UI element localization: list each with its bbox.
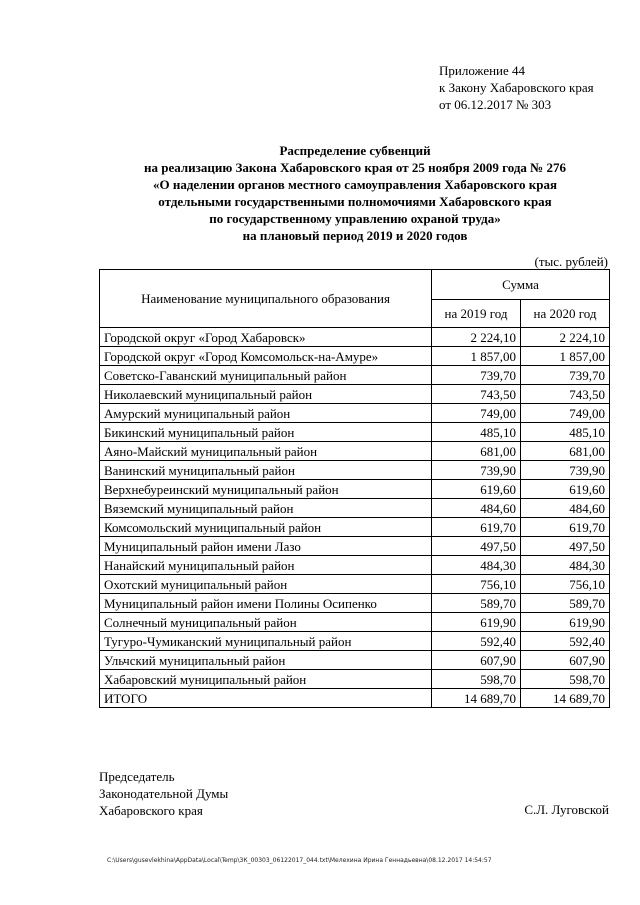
table-row	[100, 347, 610, 366]
total-label: ИТОГО	[100, 689, 432, 708]
name-column-header: Наименование муниципального образования	[100, 270, 432, 328]
signature-line-3: Хабаровского края	[99, 803, 203, 818]
table-row	[100, 423, 610, 442]
amount-2019: 485,10	[432, 423, 521, 442]
amount-2020: 2 224,10	[521, 328, 610, 347]
amount-2019: 592,40	[432, 632, 521, 651]
document-title	[100, 142, 610, 244]
table-row	[100, 404, 610, 423]
appendix-line-1: Приложение 44	[439, 63, 526, 78]
table-row	[100, 480, 610, 499]
table-row	[100, 537, 610, 556]
signature-line-1: Председатель	[99, 769, 175, 784]
appendix-block	[439, 62, 594, 113]
municipality-name: Охотский муниципальный район	[100, 575, 432, 594]
total-2019: 14 689,70	[432, 689, 521, 708]
signature-line-2: Законодательной Думы	[99, 786, 229, 801]
amount-2019: 739,70	[432, 366, 521, 385]
table-row	[100, 366, 610, 385]
year-2020-header: на 2020 год	[521, 300, 610, 328]
title-line: «О наделении органов местного самоуправления Хабаровского края	[153, 177, 557, 192]
municipality-name: Муниципальный район имени Лазо	[100, 537, 432, 556]
amount-2020: 681,00	[521, 442, 610, 461]
municipality-name: Городской округ «Город Хабаровск»	[100, 328, 432, 347]
title-line: Распределение субвенций	[279, 143, 431, 158]
amount-2020: 739,70	[521, 366, 610, 385]
amount-2019: 619,70	[432, 518, 521, 537]
municipality-name: Ванинский муниципальный район	[100, 461, 432, 480]
total-row	[100, 689, 610, 708]
municipality-name: Амурский муниципальный район	[100, 404, 432, 423]
amount-2019: 607,90	[432, 651, 521, 670]
table-row	[100, 594, 610, 613]
total-2020: 14 689,70	[521, 689, 610, 708]
amount-2020: 484,60	[521, 499, 610, 518]
amount-2020: 619,90	[521, 613, 610, 632]
municipality-name: Вяземский муниципальный район	[100, 499, 432, 518]
table-row	[100, 461, 610, 480]
amount-2020: 497,50	[521, 537, 610, 556]
amount-2019: 743,50	[432, 385, 521, 404]
amount-2019: 739,90	[432, 461, 521, 480]
amount-2020: 743,50	[521, 385, 610, 404]
municipality-name: Нанайский муниципальный район	[100, 556, 432, 575]
municipality-name: Николаевский муниципальный район	[100, 385, 432, 404]
year-2019-header: на 2019 год	[432, 300, 521, 328]
amount-2019: 1 857,00	[432, 347, 521, 366]
table-row	[100, 385, 610, 404]
title-line: на реализацию Закона Хабаровского края от 25 ноября 2009 года № 276	[144, 160, 566, 175]
amount-2020: 749,00	[521, 404, 610, 423]
subvention-table	[99, 269, 610, 708]
table-row	[100, 442, 610, 461]
amount-2020: 619,60	[521, 480, 610, 499]
table-row	[100, 499, 610, 518]
amount-2020: 589,70	[521, 594, 610, 613]
municipality-name: Советско-Гаванский муниципальный район	[100, 366, 432, 385]
amount-2019: 484,60	[432, 499, 521, 518]
title-line: отдельными государственными полномочиями Хабаровского края	[158, 194, 552, 209]
signer-name: С.Л. Луговской	[524, 802, 609, 817]
municipality-name: Муниципальный район имени Полины Осипенко	[100, 594, 432, 613]
amount-2019: 749,00	[432, 404, 521, 423]
table-row	[100, 556, 610, 575]
municipality-name: Ульчский муниципальный район	[100, 651, 432, 670]
amount-2020: 592,40	[521, 632, 610, 651]
amount-2019: 497,50	[432, 537, 521, 556]
table-row	[100, 518, 610, 537]
table-row	[100, 632, 610, 651]
amount-2019: 484,30	[432, 556, 521, 575]
sum-column-header: Сумма	[432, 270, 610, 300]
amount-2019: 619,90	[432, 613, 521, 632]
table-row	[100, 328, 610, 347]
appendix-line-2: к Закону Хабаровского края	[439, 80, 594, 95]
appendix-line-3: от 06.12.2017 № 303	[439, 97, 552, 112]
amount-2019: 756,10	[432, 575, 521, 594]
amount-2020: 756,10	[521, 575, 610, 594]
municipality-name: Хабаровский муниципальный район	[100, 670, 432, 689]
amount-2019: 2 224,10	[432, 328, 521, 347]
unit-label: (тыс. рублей)	[534, 254, 608, 269]
amount-2019: 619,60	[432, 480, 521, 499]
table-row	[100, 575, 610, 594]
amount-2019: 681,00	[432, 442, 521, 461]
amount-2019: 589,70	[432, 594, 521, 613]
municipality-name: Комсомольский муниципальный район	[100, 518, 432, 537]
title-line: по государственному управлению охраной труда»	[209, 211, 501, 226]
title-line: на плановый период 2019 и 2020 годов	[242, 228, 468, 243]
table-row	[100, 651, 610, 670]
amount-2020: 739,90	[521, 461, 610, 480]
municipality-name: Городской округ «Город Комсомольск-на-Амуре»	[100, 347, 432, 366]
municipality-name: Бикинский муниципальный район	[100, 423, 432, 442]
amount-2020: 1 857,00	[521, 347, 610, 366]
municipality-name: Солнечный муниципальный район	[100, 613, 432, 632]
municipality-name: Аяно-Майский муниципальный район	[100, 442, 432, 461]
signature-block	[99, 768, 228, 819]
amount-2020: 607,90	[521, 651, 610, 670]
amount-2019: 598,70	[432, 670, 521, 689]
table-row	[100, 613, 610, 632]
amount-2020: 485,10	[521, 423, 610, 442]
municipality-name: Верхнебуреинский муниципальный район	[100, 480, 432, 499]
amount-2020: 484,30	[521, 556, 610, 575]
table-row	[100, 670, 610, 689]
municipality-name: Тугуро-Чумиканский муниципальный район	[100, 632, 432, 651]
amount-2020: 619,70	[521, 518, 610, 537]
amount-2020: 598,70	[521, 670, 610, 689]
file-path-footer: C:\Users\gusevlekhina\AppData\Local\Temp\ЗК_00303_06122017_044.txt\Мелехина Ирина Геннадьевна\08.12.2017 14:54:57	[107, 857, 492, 864]
